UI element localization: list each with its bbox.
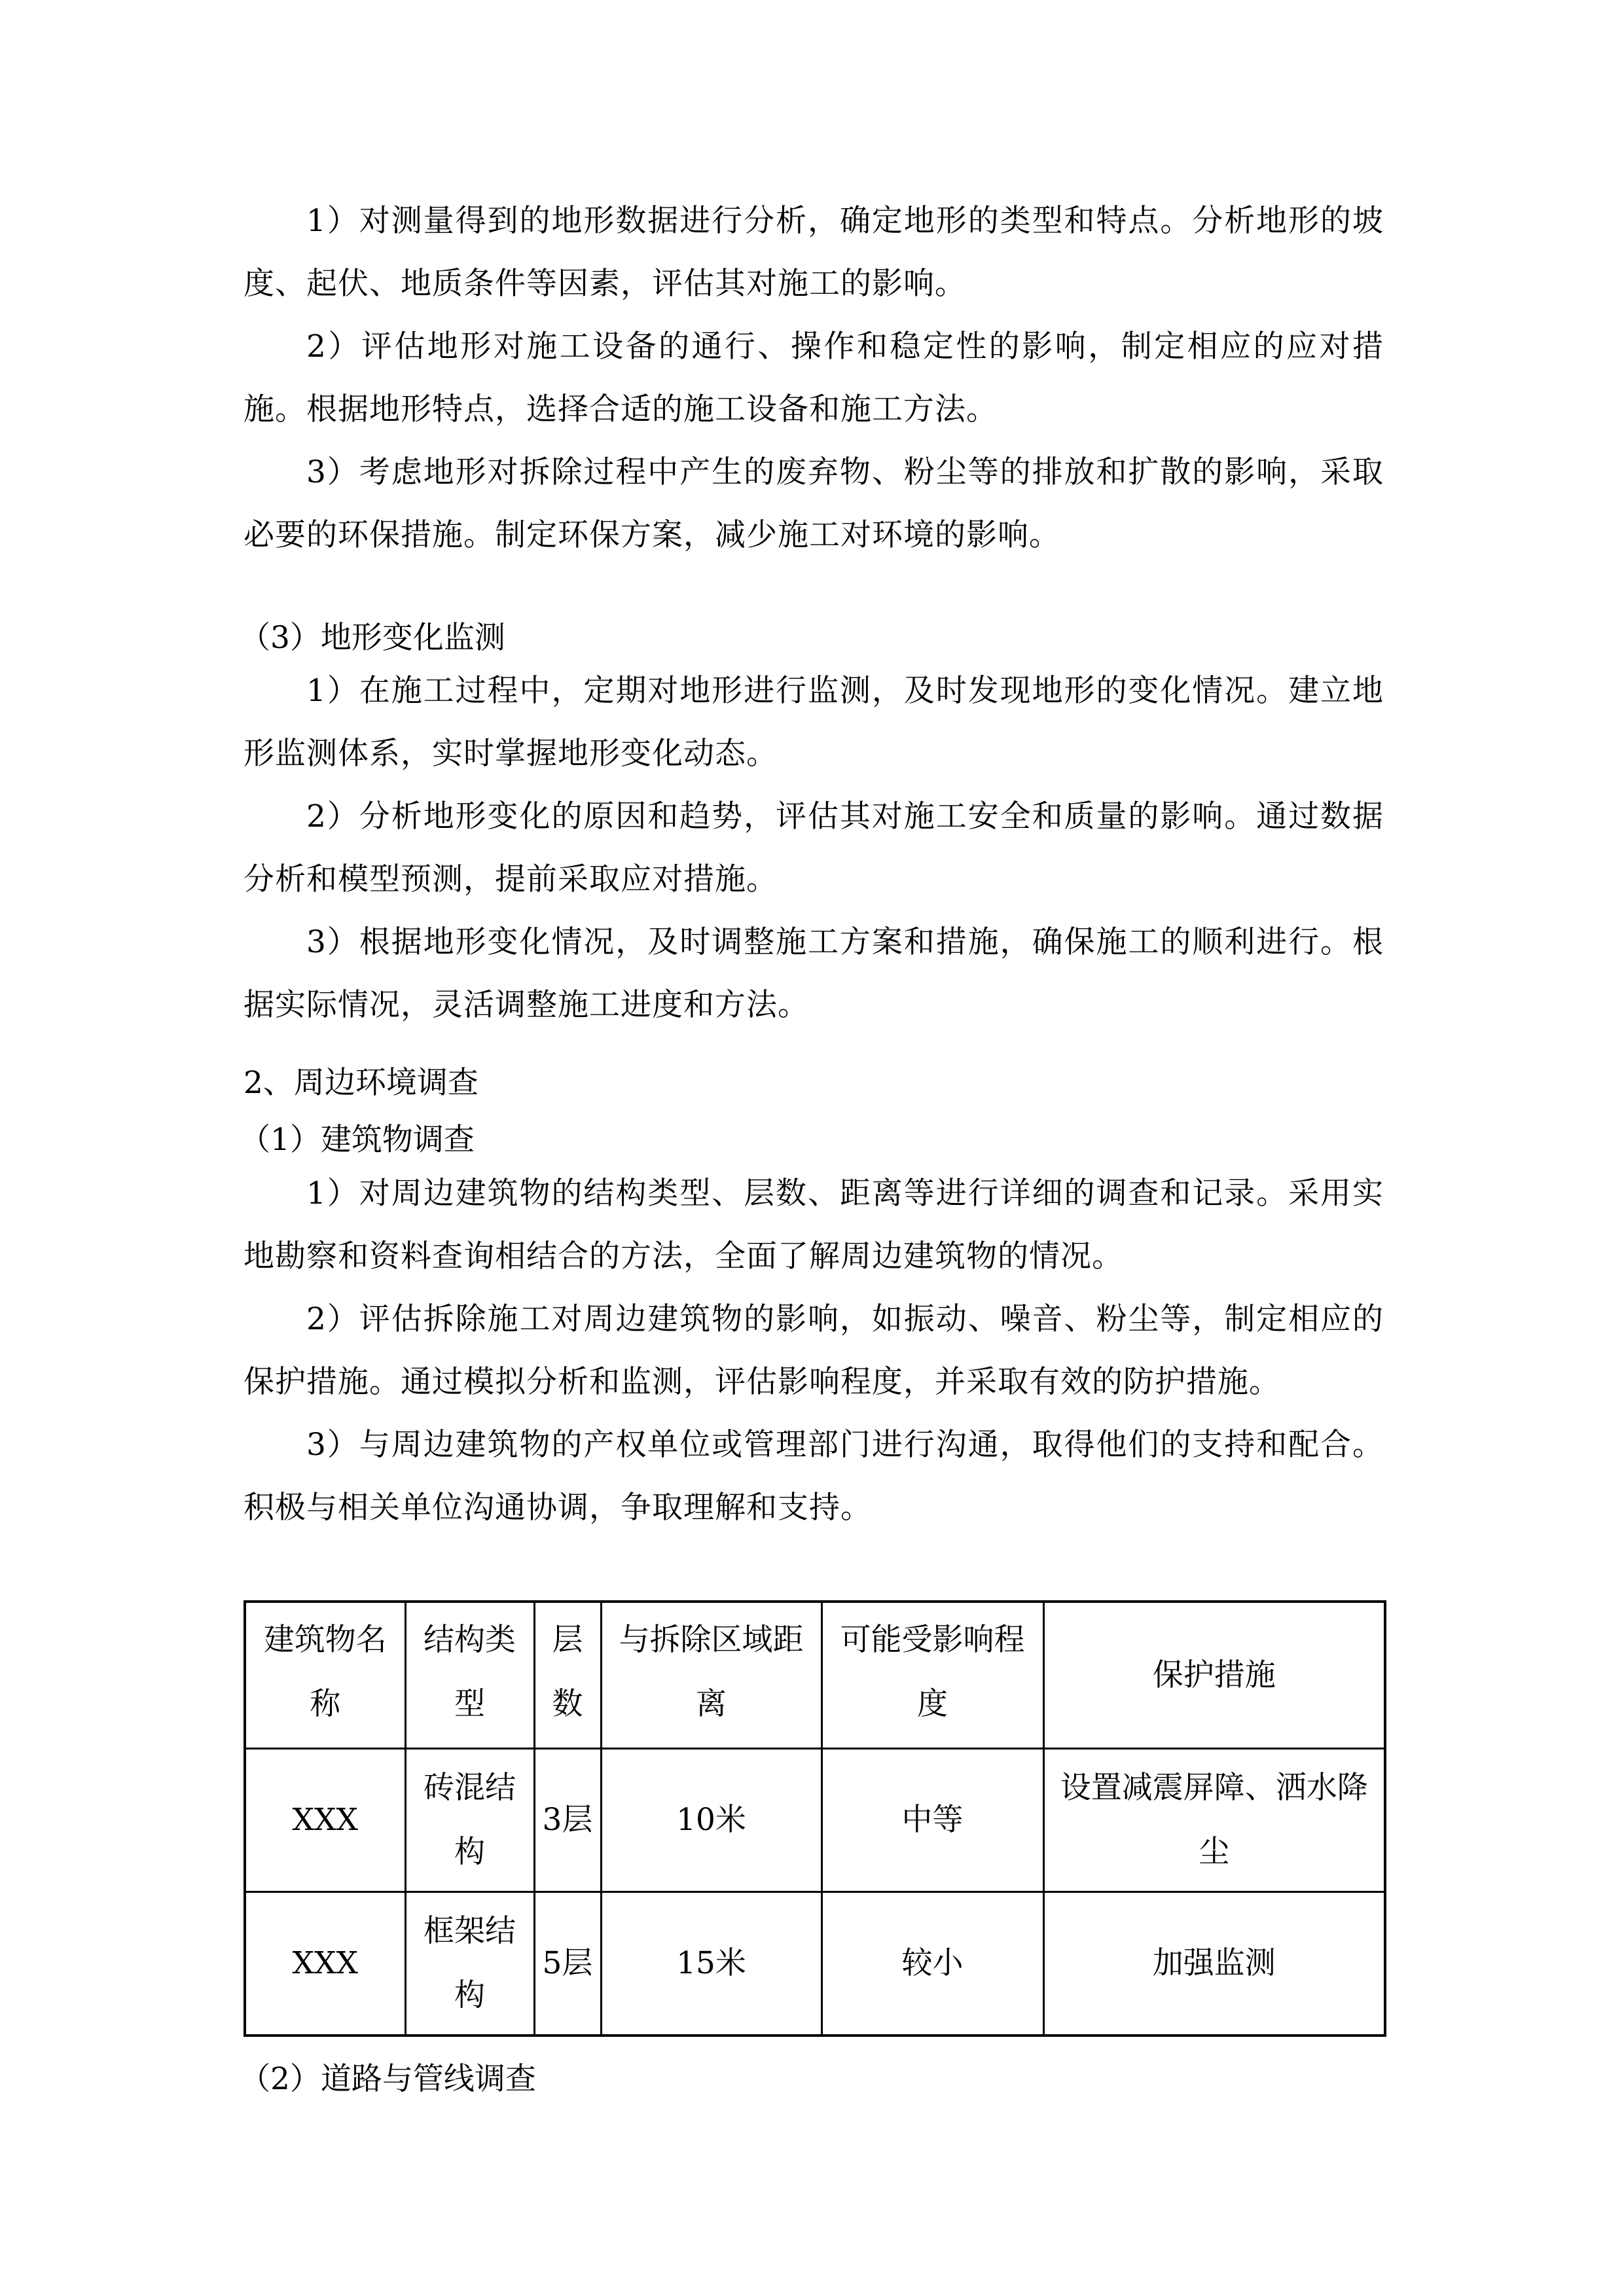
buildings-survey-item-3: 3）与周边建筑物的产权单位或管理部门进行沟通，取得他们的支持和配合。积极与相关单位沟通协调，争取理解和支持。 <box>244 1427 1384 1526</box>
cell-structure-type: 框架结构 <box>405 1892 534 2036</box>
cell-building-name: XXX <box>245 1892 405 2036</box>
table-header-row <box>245 1602 1385 1749</box>
cell-protection-measures: 设置减震屏障、洒水降尘 <box>1043 1749 1385 1892</box>
terrain-analysis-item-2: 2）评估地形对施工设备的通行、操作和稳定性的影响，制定相应的应对措施。根据地形特点，选择合适的施工设备和施工方法。 <box>244 329 1384 427</box>
cell-building-name: XXX <box>245 1749 405 1892</box>
cell-floors: 3层 <box>534 1749 601 1892</box>
header-distance: 与拆除区域距离 <box>601 1602 821 1749</box>
table-row <box>245 1892 1385 2036</box>
buildings-survey-item-1: 1）对周边建筑物的结构类型、层数、距离等进行详细的调查和记录。采用实地勘察和资料查询相结合的方法，全面了解周边建筑物的情况。 <box>244 1175 1384 1274</box>
terrain-monitoring-heading: （3）地形变化监测 <box>240 620 505 656</box>
cell-impact-level: 较小 <box>821 1892 1043 2036</box>
cell-distance: 15米 <box>601 1892 821 2036</box>
cell-structure-type: 砖混结构 <box>405 1749 534 1892</box>
header-protection-measures: 保护措施 <box>1043 1602 1385 1749</box>
table-row <box>245 1749 1385 1892</box>
buildings-table <box>244 1600 1386 2037</box>
terrain-monitoring-item-2: 2）分析地形变化的原因和趋势，评估其对施工安全和质量的影响。通过数据分析和模型预测，提前采取应对措施。 <box>244 798 1384 897</box>
cell-impact-level: 中等 <box>821 1749 1043 1892</box>
header-structure-type: 结构类型 <box>405 1602 534 1749</box>
terrain-analysis-item-1: 1）对测量得到的地形数据进行分析，确定地形的类型和特点。分析地形的坡度、起伏、地质条件等因素，评估其对施工的影响。 <box>244 203 1384 302</box>
header-floors: 层数 <box>534 1602 601 1749</box>
buildings-survey-item-2: 2）评估拆除施工对周边建筑物的影响，如振动、噪音、粉尘等，制定相应的保护措施。通过模拟分析和监测，评估影响程度，并采取有效的防护措施。 <box>244 1301 1384 1400</box>
terrain-monitoring-item-3: 3）根据地形变化情况，及时调整施工方案和措施，确保施工的顺利进行。根据实际情况，灵活调整施工进度和方法。 <box>244 924 1384 1023</box>
terrain-analysis-item-3: 3）考虑地形对拆除过程中产生的废弃物、粉尘等的排放和扩散的影响，采取必要的环保措施。制定环保方案，减少施工对环境的影响。 <box>244 454 1384 553</box>
cell-distance: 10米 <box>601 1749 821 1892</box>
cell-floors: 5层 <box>534 1892 601 2036</box>
surroundings-heading: 2、周边环境调查 <box>244 1065 478 1101</box>
header-impact-level: 可能受影响程度 <box>821 1602 1043 1749</box>
terrain-monitoring-item-1: 1）在施工过程中，定期对地形进行监测，及时发现地形的变化情况。建立地形监测体系，实时掌握地形变化动态。 <box>244 673 1384 772</box>
cell-protection-measures: 加强监测 <box>1043 1892 1385 2036</box>
roads-pipelines-heading: （2）道路与管线调查 <box>240 2061 536 2097</box>
header-building-name: 建筑物名称 <box>245 1602 405 1749</box>
buildings-survey-heading: （1）建筑物调查 <box>240 1122 475 1158</box>
